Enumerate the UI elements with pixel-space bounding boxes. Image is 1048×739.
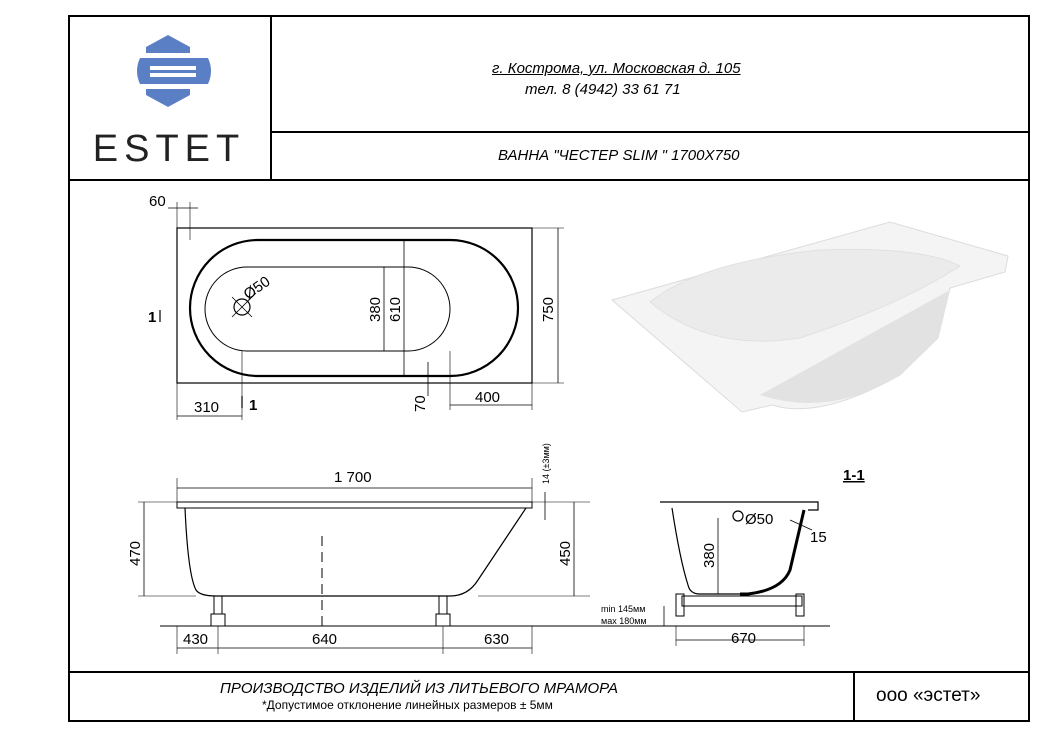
dim-400: 400: [475, 389, 501, 406]
dim-450: 450: [557, 540, 574, 566]
dim-15: 15: [810, 529, 827, 546]
dim-670: 670: [731, 630, 757, 647]
dim-630: 630: [484, 631, 510, 648]
dim-70: 70: [412, 395, 429, 412]
dim-drain-section: Ø50: [745, 511, 774, 528]
bathtub-render: [612, 222, 1008, 412]
legs-max-height: мах 180мм: [601, 616, 647, 626]
dim-470: 470: [127, 540, 144, 566]
dim-drain-plan: Ø50: [240, 273, 274, 304]
dim-310: 310: [194, 399, 220, 416]
dim-430: 430: [183, 631, 209, 648]
company-phone: тел. 8 (4942) 33 61 71: [525, 81, 681, 98]
section-view: [660, 502, 818, 646]
section-mark-left: 1: [148, 309, 157, 326]
plan-view: [160, 202, 564, 420]
company-name: ооо «эстет»: [876, 685, 981, 706]
dim-1700: 1 700: [334, 469, 372, 486]
legs-min-height: min 145мм: [601, 604, 646, 614]
section-mark-bottom: 1: [249, 397, 258, 414]
dim-380-section: 380: [701, 542, 718, 568]
footer-tolerance-note: *Допустимое отклонение линейных размеров ± 5мм: [262, 698, 553, 712]
dim-rim: 14 (±3мм): [541, 443, 551, 484]
dim-750: 750: [540, 296, 557, 322]
product-title: ВАННА "ЧЕСТЕР SLIM " 1700Х750: [498, 147, 740, 164]
dim-60: 60: [149, 193, 166, 210]
dim-640: 640: [312, 631, 338, 648]
dim-610: 610: [387, 296, 404, 322]
brand-logo-text: ESTET: [92, 128, 246, 170]
brand-logo-icon: [137, 35, 211, 107]
dim-380-plan: 380: [367, 296, 384, 322]
footer-production-note: ПРОИЗВОДСТВО ИЗДЕЛИЙ ИЗ ЛИТЬЕВОГО МРАМОРА: [220, 680, 619, 697]
company-address: г. Кострома, ул. Московская д. 105: [492, 60, 741, 77]
side-view: [138, 478, 830, 654]
section-label: 1-1: [843, 467, 865, 484]
